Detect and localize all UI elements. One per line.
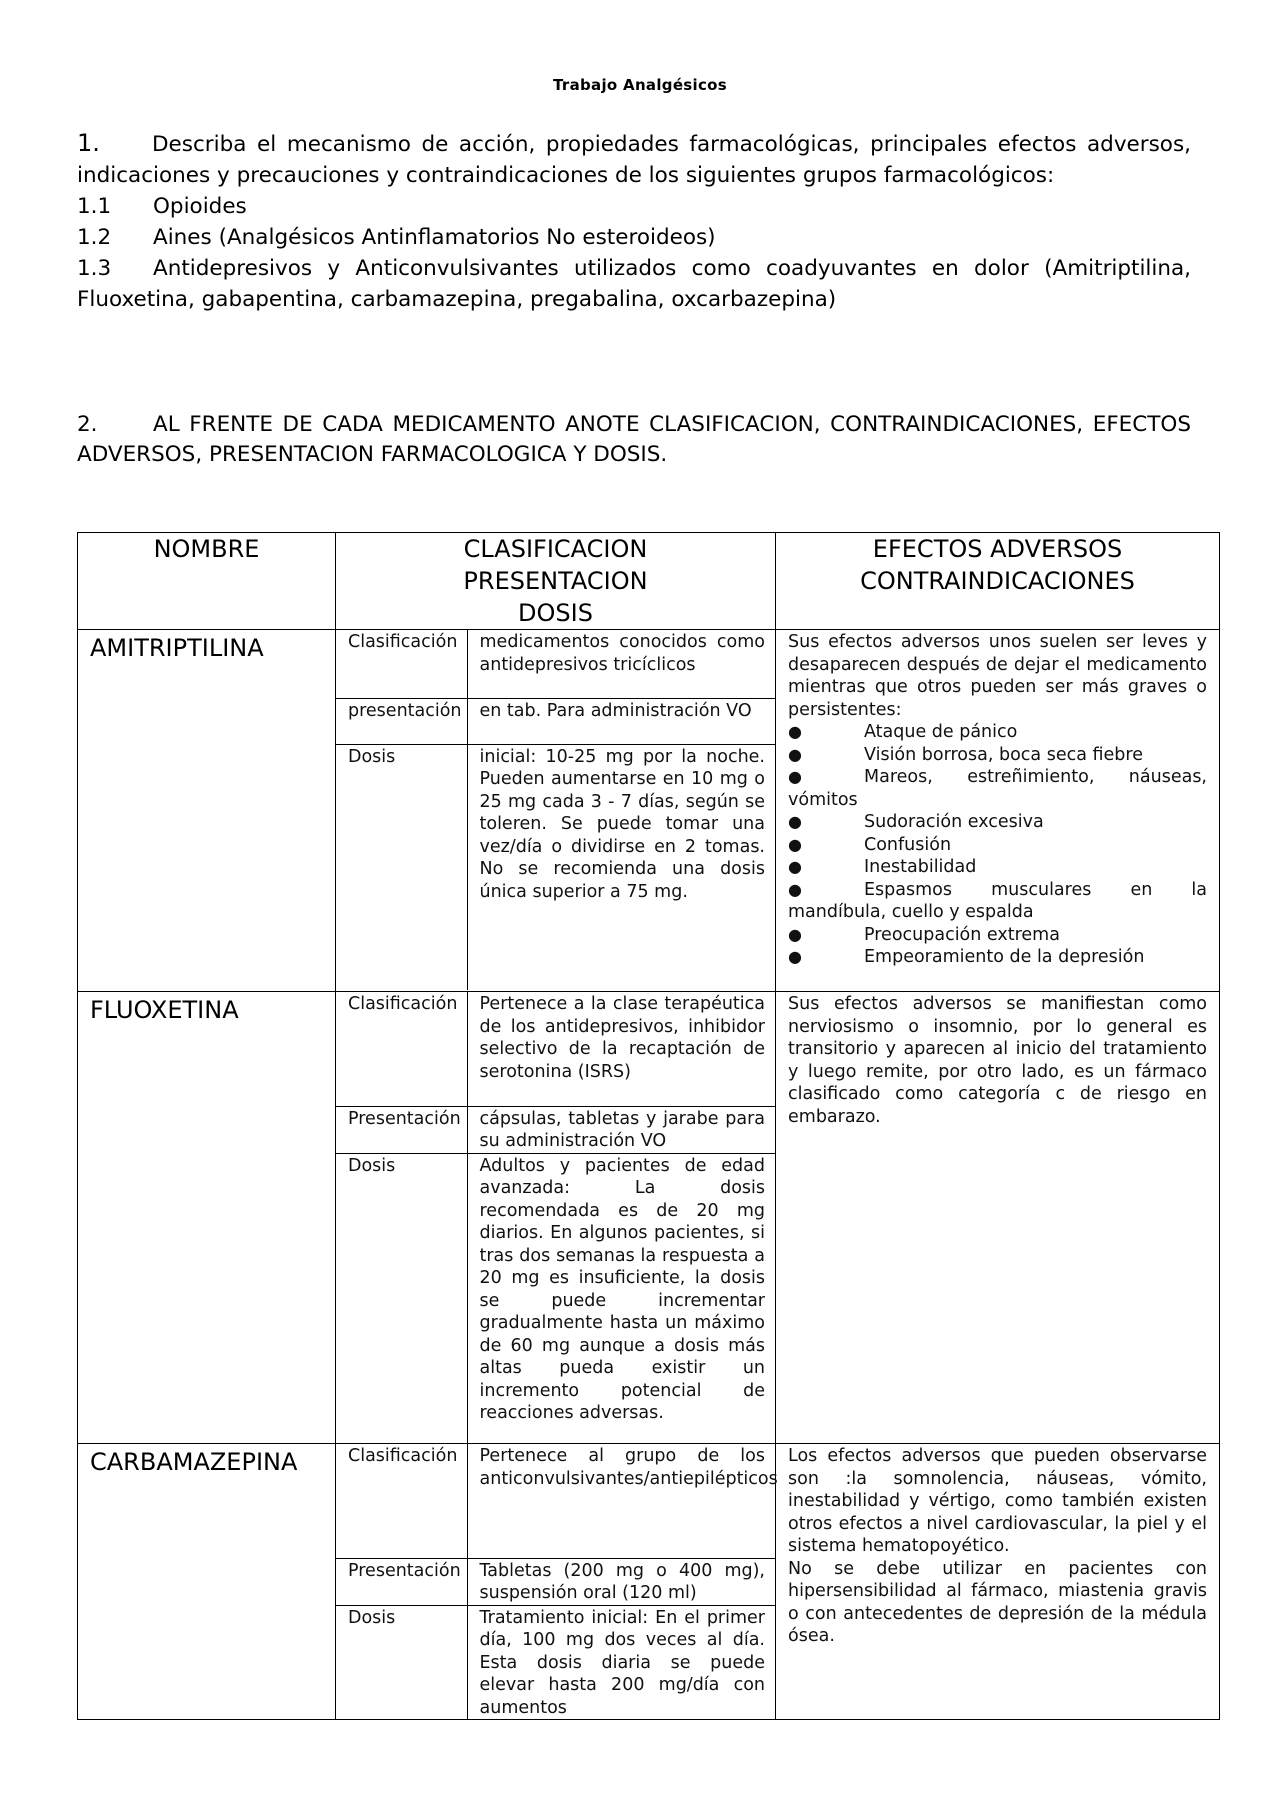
drug-name: CARBAMAZEPINA [78, 1444, 336, 1720]
question-1-number: 1. [77, 129, 100, 157]
label-clasificacion: Clasificación [336, 630, 467, 698]
effects-text: Sus efectos adversos se manifiestan como nerviosismo o insomnio, por lo general es transitorio y aparecen al inicio del tratamiento y luego remite, por otro lado, es un fármaco clasificado como categoría c de riesgo en embarazo. [788, 994, 1207, 1127]
bullet-icon: ● [788, 767, 802, 786]
value-presentacion: en tab. Para administración VO [467, 698, 775, 744]
value-clasificacion: Pertenece al grupo de los anticonvulsivantes/antiepilépticos [467, 1444, 775, 1558]
list-item: 1.2 Aines (Analgésicos Antinflamatorios No esteroideos) [77, 225, 716, 250]
value-dosis: Tratamiento inicial: En el primer día, 100 mg dos veces al día. Esta dosis diaria se puede elevar hasta 200 mg/día con aumentos [479, 1607, 765, 1718]
drug-details [336, 992, 776, 1444]
table-header-row [78, 533, 1220, 630]
contraindications-text: No se debe utilizar en pacientes con hipersensibilidad al fármaco, miastenia gravis o con antecedentes de depresión de la médula ósea. [788, 1558, 1207, 1646]
list-item: 1.1 Opioides [77, 194, 247, 219]
value-presentacion: Tabletas (200 mg o 400 mg), suspensión oral (120 ml) [467, 1558, 775, 1605]
label-dosis: Dosis [336, 1153, 467, 1443]
header-efectos: EFECTOS ADVERSOS CONTRAINDICACIONES [776, 533, 1220, 630]
label-presentacion: presentación [336, 698, 467, 744]
value-clasificacion: medicamentos conocidos como antidepresivos tricíclicos [467, 630, 775, 698]
header-nombre: NOMBRE [78, 533, 336, 630]
label-clasificacion: Clasificación [336, 1444, 467, 1558]
effect-item: ● Sudoración excesiva [788, 812, 1044, 832]
drug-effects [776, 630, 1220, 992]
drug-details [336, 1444, 776, 1720]
label-presentacion: Presentación [336, 1106, 467, 1153]
question-2-number: 2. [77, 412, 98, 437]
effects-intro: Sus efectos adversos unos suelen ser leves y desaparecen después de dejar el medicamento mientras que otros pueden ser más graves o persistentes: [788, 632, 1207, 720]
label-clasificacion: Clasificación [336, 992, 467, 1106]
label-dosis: Dosis [336, 1605, 467, 1719]
drug-effects [776, 992, 1220, 1444]
effect-item: ● Visión borrosa, boca seca fiebre [788, 744, 1143, 765]
effect-item: ● Mareos, estreñimiento, náuseas, vómitos [788, 767, 1207, 810]
value-dosis: Adultos y pacientes de edad avanzada: La dosis recomendada es de 20 mg diarios. En algunos pacientes, si tras dos semanas la respuesta a 20 mg es insuficiente, la dosis se puede incrementar gradualmente hasta un máximo de 60 mg aunque a dosis más altas pueda existir un incremento potencial de reacciones adversas. [479, 1155, 765, 1423]
bullet-icon: ● [788, 744, 802, 764]
bullet-icon: ● [788, 857, 802, 876]
value-clasificacion: Pertenece a la clase terapéutica de los antidepresivos, inhibidor selectivo de la recaptación de serotonina (ISRS) [467, 992, 775, 1106]
question-2 [77, 410, 1191, 470]
label-dosis: Dosis [336, 744, 467, 990]
drug-name: FLUOXETINA [78, 992, 336, 1444]
effect-item: ● Empeoramiento de la depresión [788, 947, 1145, 967]
effect-item: ● Espasmos musculares en la mandíbula, cuello y espalda [788, 879, 1207, 922]
effect-item: ● Ataque de pánico [788, 722, 1018, 742]
drug-details [336, 630, 776, 992]
list-item: 1.3 Antidepresivos y Anticonvulsivantes utilizados como coadyuvantes en dolor (Amitriptilina, Fluoxetina, gabapentina, carbamazepina, pregabalina, oxcarbazepina) [77, 256, 1192, 312]
value-dosis: inicial: 10-25 mg por la noche. Pueden aumentarse en 10 mg o 25 mg cada 3 - 7 días, según se toleren. Se puede tomar una vez/día o dividirse en 2 tomas. No se recomienda una dosis única superior a 75 mg. [479, 746, 765, 902]
question-1 [77, 128, 1191, 315]
bullet-icon: ● [788, 924, 802, 944]
drug-effects [776, 1444, 1220, 1720]
question-1-statement [77, 128, 1191, 191]
table-row [78, 630, 1220, 992]
drug-name: AMITRIPTILINA [78, 630, 336, 992]
table-row [78, 1444, 1220, 1720]
document-title: Trabajo Analgésicos [553, 76, 727, 94]
effect-item: ● Inestabilidad [788, 857, 977, 877]
effect-item: ● Confusión [788, 834, 952, 855]
label-presentacion: Presentación [336, 1558, 467, 1605]
bullet-icon: ● [788, 722, 802, 741]
question-2-text: AL FRENTE DE CADA MEDICAMENTO ANOTE CLASIFICACION, CONTRAINDICACIONES, EFECTOS ADVERSOS, PRESENTACION FARMACOLOGICA Y DOSIS. [77, 412, 1191, 467]
value-presentacion: cápsulas, tabletas y jarabe para su administración VO [467, 1106, 775, 1153]
bullet-icon: ● [788, 812, 802, 831]
effects-text: Los efectos adversos que pueden observarse son :la somnolencia, náuseas, vómito, inestabilidad y vértigo, como también existen otros efectos a nivel cardiovascular, la piel y el sistema hematopoyético. [788, 1446, 1207, 1556]
bullet-icon: ● [788, 879, 802, 899]
header-clasificacion: CLASIFICACION PRESENTACION DOSIS [336, 533, 776, 630]
table-row [78, 992, 1220, 1444]
effect-item: ● Preocupación extrema [788, 924, 1060, 945]
bullet-icon: ● [788, 947, 802, 966]
question-1-text: Describa el mecanismo de acción, propiedades farmacológicas, principales efectos adversos, indicaciones y precauciones y contraindicaciones de los siguientes grupos farmacológicos: [77, 132, 1191, 188]
medication-table [77, 532, 1220, 1720]
bullet-icon: ● [788, 834, 802, 854]
